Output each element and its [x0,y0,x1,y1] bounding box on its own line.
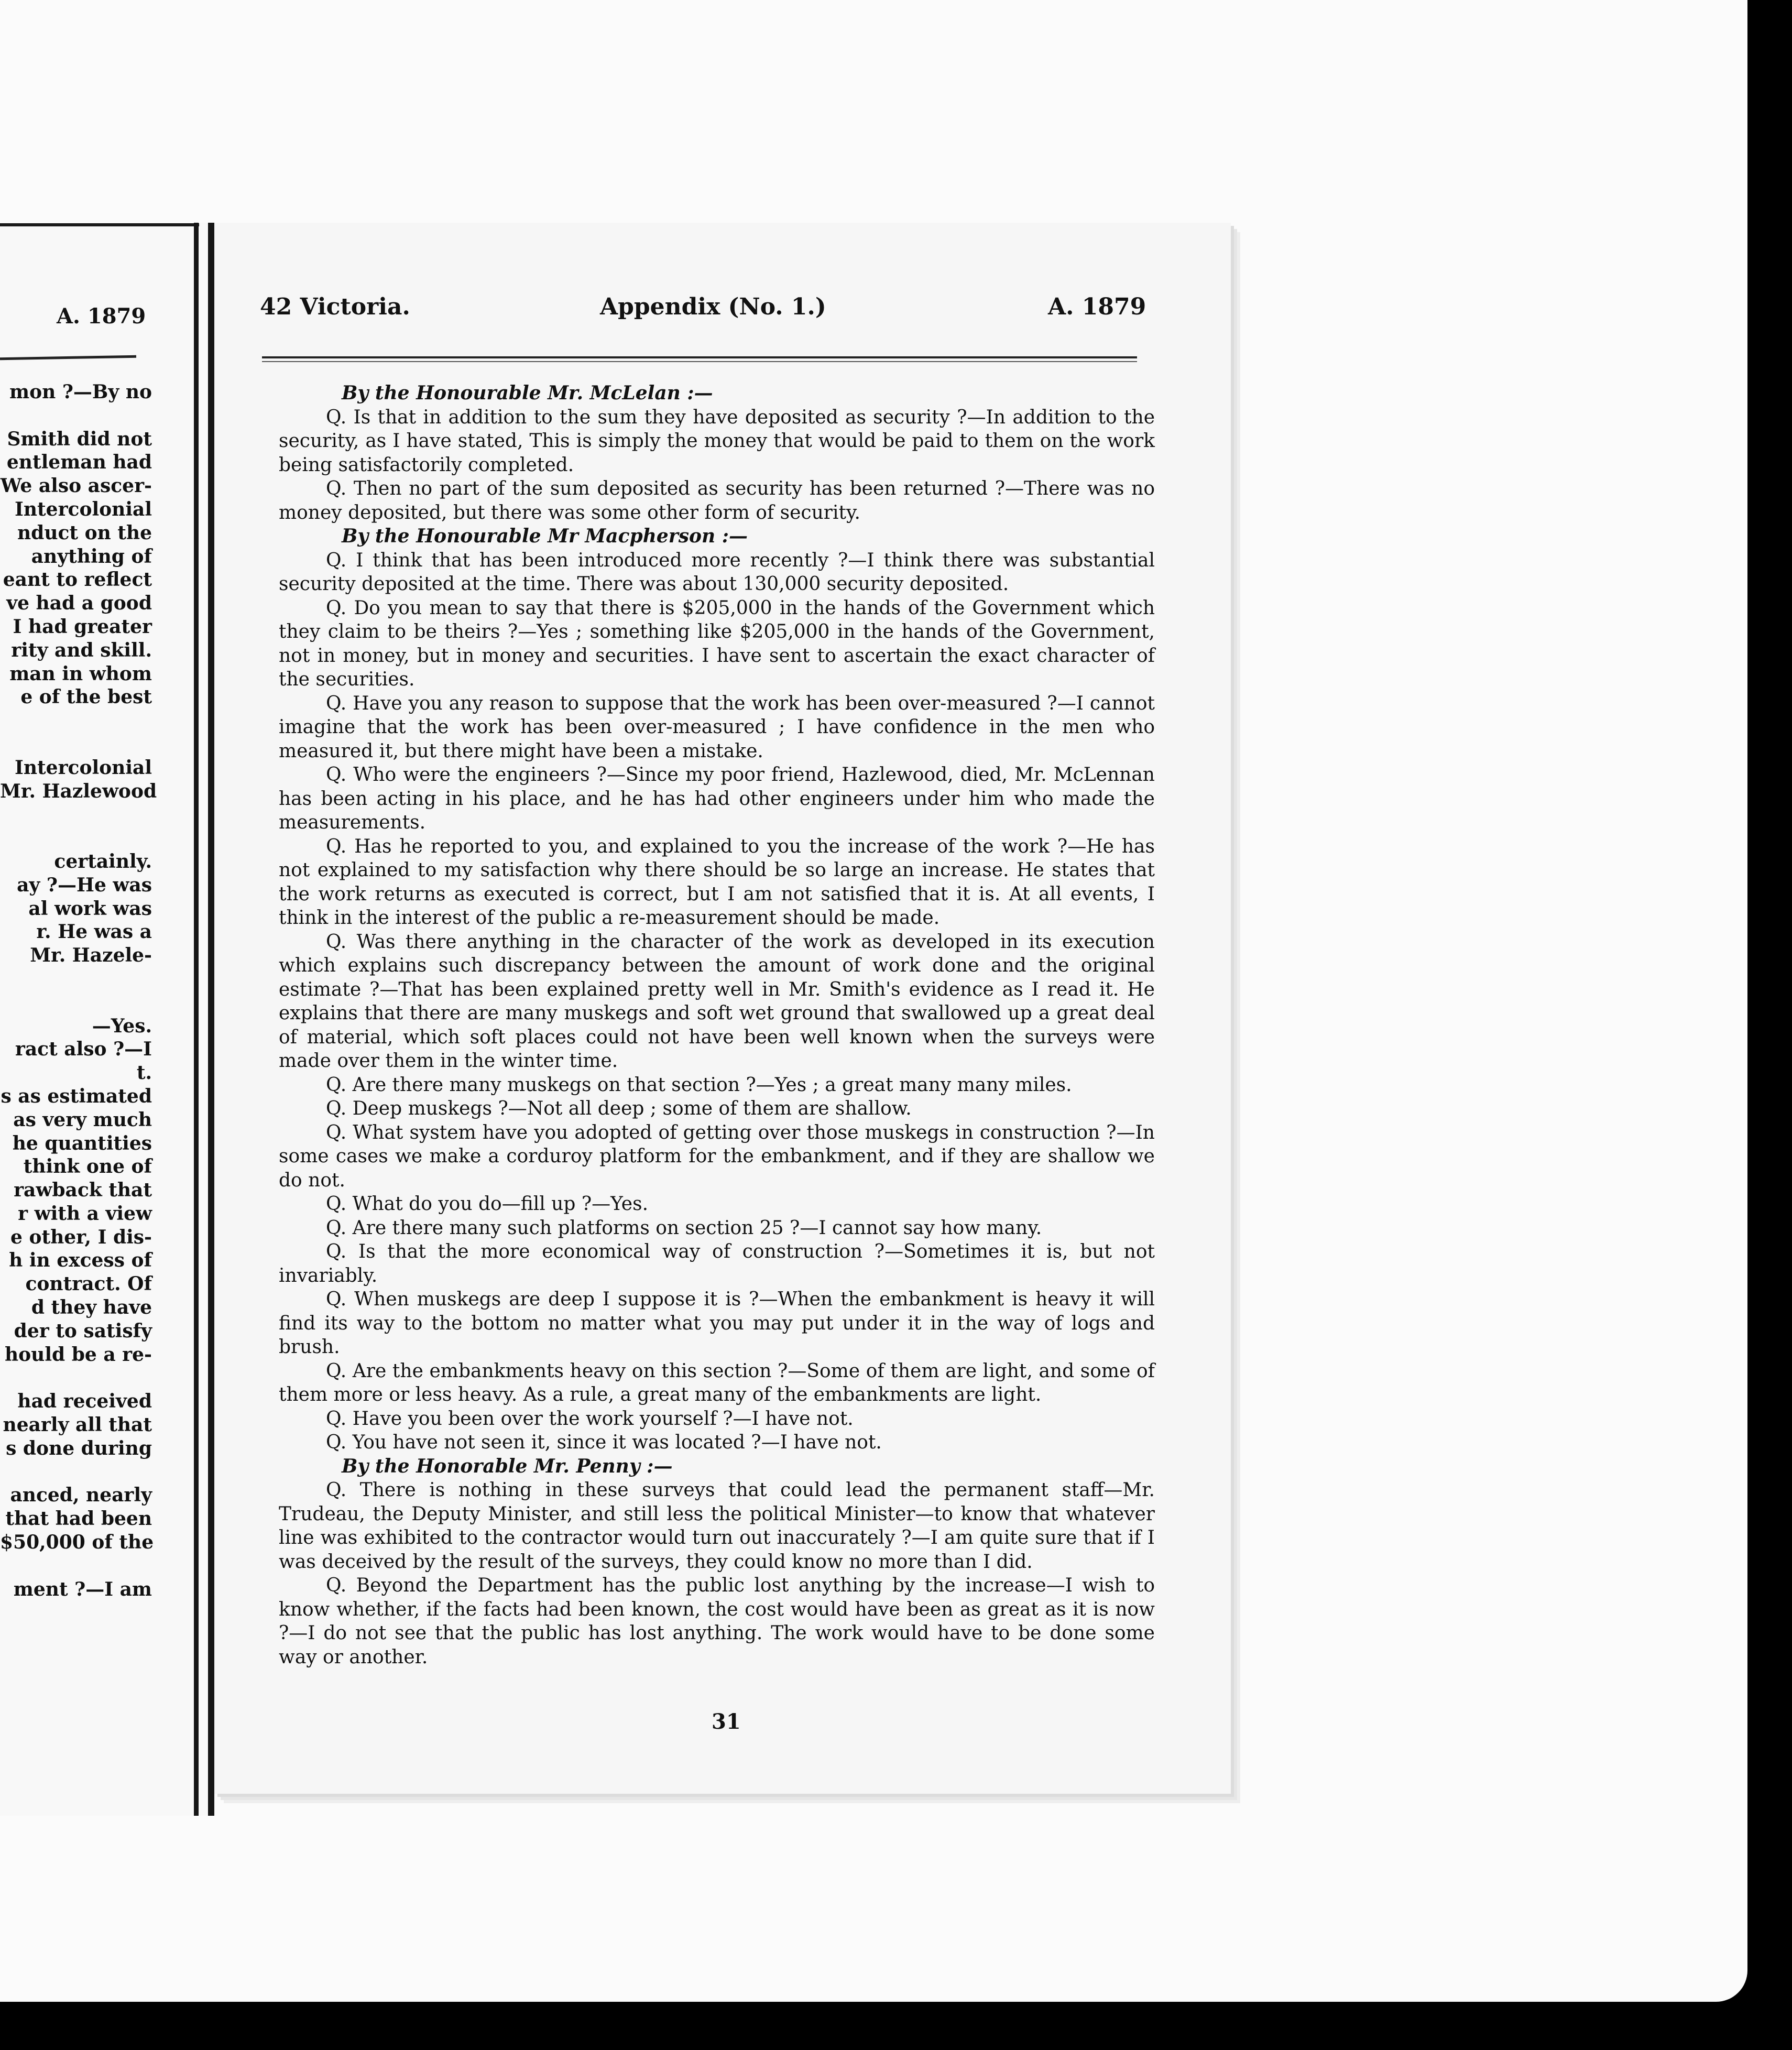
left-page-line: Intercolonial [15,498,152,520]
left-page-line: r with a view [18,1202,152,1225]
left-page-line: Mr. Hazele- [30,944,152,967]
left-page-line: ay ?—He was [17,874,152,896]
right-spine-edge [208,223,214,1816]
question-answer: Q. Who were the engineers ?—Since my poor friend, Hazlewood, died, Mr. McLennan has been acting in his place, and he has had other engineers under him who made the measurements. [279,764,1155,833]
speaker-heading: By the Honourable Mr Macpherson :— [342,525,748,547]
left-page-line [0,733,152,756]
question-answer: Q. I think that has been introduced more recently ?—I think there was substantial security deposited at the time. There was about 130,000 security deposited. [279,549,1155,595]
left-page-line: —Yes. [92,1015,152,1037]
left-page-header: A. 1879 [57,304,146,329]
left-page-line: r. He was a [36,921,152,943]
left-page-line: hould be a re- [4,1343,152,1366]
left-page-line: e of the best [20,686,152,708]
left-page-line: ment ?—I am [13,1578,152,1600]
question-answer: Q. Have you any reason to suppose that the work has been over-measured ?—I cannot imagine that the work has been over-measured ; I have confidence in the men who measured it, but there might have been a mistake. [279,692,1155,762]
question-answer: Q. Deep muskegs ?—Not all deep ; some of them are shallow. [326,1098,912,1119]
left-page-line: ract also ?—I [15,1038,152,1061]
question-answer: Q. What system have you adopted of getting over those muskegs in construction ?—In some cases we make a corduroy platform for the embankment, and if they are shallow we do not. [279,1121,1155,1191]
left-page-line: d they have [31,1296,152,1319]
speaker-heading: By the Honorable Mr. Penny :— [342,1455,673,1477]
left-page-line: Intercolonial [15,756,152,779]
left-page-line: rawback that [14,1179,152,1202]
left-page-line [0,1366,152,1390]
header-rule-thin [262,361,1137,362]
question-answer: Q. Do you mean to say that there is $205,000 in the hands of the Government which they claim to be theirs ?—Yes ; something like $205,000 in the hands of the Government, not in money, but in money and securities. I have sent to ascertain the exact character of the securities. [279,597,1155,690]
question-answer: Q. Beyond the Department has the public lost anything by the increase—I wish to know whether, if the facts had been known, the cost would have been as great as it is now ?—I do not see that the public has lost anything. The work would have to be done some way or another. [279,1575,1155,1668]
left-page-line: e other, I dis- [10,1226,152,1248]
question-answer: Q. Have you been over the work yourself ?—I have not. [326,1408,854,1430]
left-page-line: s done during [6,1437,152,1459]
left-page-line: rity and skill. [11,639,152,661]
left-page-line: Mr. Hazlewood [0,780,157,802]
left-page-line: t. [136,1062,152,1084]
question-answer: Q. Are there many such platforms on section 25 ?—I cannot say how many. [326,1217,1042,1239]
left-page-line: anything of [31,545,152,568]
left-page-line: I had greater [13,615,152,638]
left-page-line [0,826,152,850]
header-year: A. 1879 [1048,293,1146,320]
left-page-line: nearly all that [3,1414,152,1436]
left-page-top-rule [0,223,199,226]
left-page-line: contract. Of [25,1273,152,1295]
left-page-line [0,803,152,826]
left-page-line: think one of [23,1155,152,1178]
left-page-line [0,709,152,733]
left-page-line: ve had a good [6,592,152,615]
speaker-heading: By the Honourable Mr. McLelan :— [342,382,713,404]
question-answer: Q. Is that the more economical way of construction ?—Sometimes it is, but not invariably. [279,1241,1155,1286]
left-spine-edge [194,223,199,1816]
left-page-line: as very much [13,1108,152,1131]
question-answer: Q. When muskegs are deep I suppose it is ?—When the embankment is heavy it will find its way to the bottom no matter what you may put under it in the way of logs and brush. [279,1289,1155,1358]
left-page-line: he quantities [12,1132,152,1154]
left-page-line: al work was [28,897,152,920]
left-page-line: man in whom [9,662,152,685]
question-answer: Q. Then no part of the sum deposited as security has been returned ?—There was no money deposited, but there was some other form of security. [279,478,1155,524]
left-page-line: der to satisfy [14,1320,152,1342]
header-session: 42 Victoria. [260,293,410,320]
left-page-line: certainly. [54,850,152,873]
left-page-line: that had been [5,1508,152,1530]
left-page-line: eant to reflect [3,569,152,591]
question-answer: Q. Are there many muskegs on that section ?—Yes ; a great many many miles. [326,1074,1072,1096]
left-page-line [0,967,152,991]
question-answer: Q. There is nothing in these surveys that could lead the permanent staff—Mr. Trudeau, the Deputy Minister, and still less the political Minister—to know that whatever line was exhibited to the contractor would turn out inaccurately ?—I am quite sure that if I was deceived by the result of the surveys, they could know no more than I did. [279,1479,1155,1573]
page-number: 31 [712,1709,741,1734]
left-page-text [0,380,157,1601]
question-answer: Q. Has he reported to you, and explained to you the increase of the work ?—He has not explained to my satisfaction why there should be so large an increase. He states that the work returns as executed is correct, but I am not satisfied that it is. At all events, I think in the interest of the public a re-measurement should be made. [279,835,1155,929]
question-answer: Q. What do you do—fill up ?—Yes. [326,1193,649,1215]
left-page-line: entleman had [6,451,152,474]
left-page-line: mon ?—By no [9,381,152,403]
left-page-line [0,404,152,428]
header-rule [262,356,1137,358]
left-page-line [0,1554,152,1578]
testimony-body [279,381,1155,1669]
left-page-line: $50,000 of the [0,1531,154,1554]
left-page-line: Smith did not [7,428,152,450]
question-answer: Q. Are the embankments heavy on this section ?—Some of them are light, and some of them more or less heavy. As a rule, a great many of the embankments are light. [279,1360,1155,1405]
question-answer: Q. You have not seen it, since it was located ?—I have not. [326,1432,882,1453]
question-answer: Q. Was there anything in the character of the work as developed in its execution which explains such discrepancy between the amount of work done and the original estimate ?—That has been explained pretty well in Mr. Smith's evidence as I read it. He explains that there are many muskegs and soft wet ground that swallowed up a great deal of material, which soft places could not have been well known when the surveys were made over them in the winter time. [279,931,1155,1072]
left-page-line: nduct on the [17,521,152,544]
left-page-line [0,1460,152,1484]
left-page-line: s as estimated [1,1085,152,1107]
left-page-line: h in excess of [9,1249,152,1272]
left-page-line: We also ascer- [0,475,152,497]
header-appendix: Appendix (No. 1.) [600,293,826,320]
left-page-line [0,991,152,1015]
left-page-line: had received [17,1390,152,1413]
question-answer: Q. Is that in addition to the sum they have deposited as security ?—In addition to the security, as I have stated, This is simply the money that would be paid to them on the work being satisfactorily completed. [279,406,1155,476]
left-page-line: anced, nearly [10,1484,152,1507]
